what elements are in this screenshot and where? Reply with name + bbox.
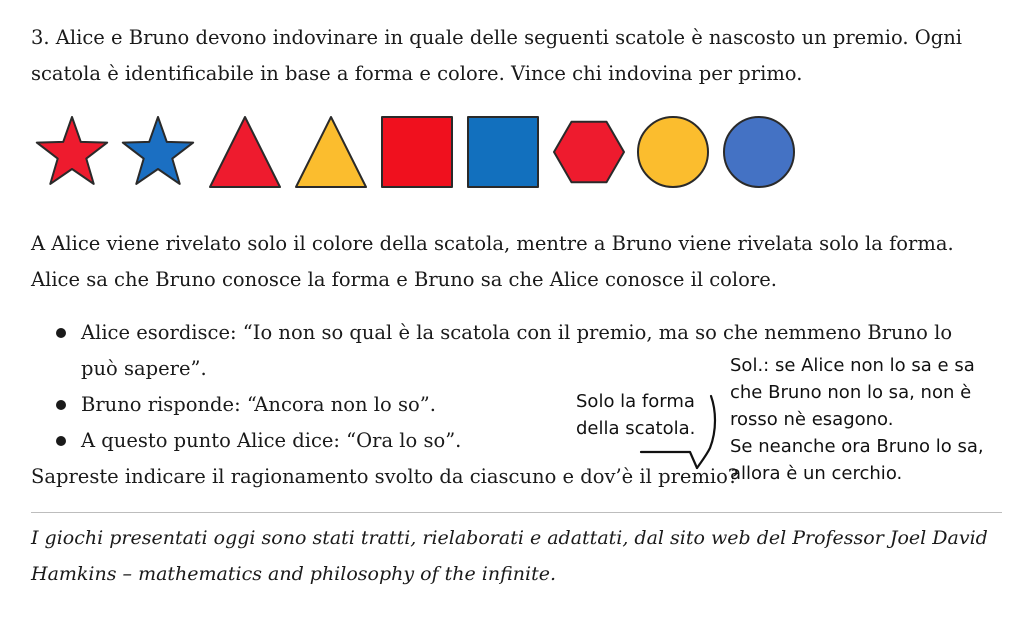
handwritten-line: Solo la forma [576, 391, 695, 412]
problem-rules: A Alice viene rivelato solo il colore della scatola, mentre a Bruno viene rivelata solo la forma. Alice sa che Bruno conosce la forma e Bruno sa che Alice conosce il colore. [31, 232, 954, 291]
problem-intro: 3. Alice e Bruno devono indovinare in quale delle seguenti scatole è nascosto un premio. Ogni scatola è identificabile in base a forma e colore. Vince chi indovina per primo. [31, 26, 963, 85]
handwritten-solution [730, 352, 984, 487]
statement-alice-2: A questo punto Alice dice: “Ora lo so”. [81, 429, 462, 452]
credits-note: I giochi presentati oggi sono stati tratti, rielaborati e adattati, dal sito web del Professor Joel David Hamkins – mathematics and philosophy of the infinite. [31, 527, 988, 585]
problem-question: Sapreste indicare il ragionamento svolto da ciascuno e dov’è il premio? [31, 465, 739, 488]
divider [31, 512, 1002, 513]
handwritten-line: rosso nè esagono. [730, 409, 894, 430]
handwritten-line: della scatola. [576, 418, 696, 439]
statement-bruno: Bruno risponde: “Ancora non lo so”. [81, 393, 436, 416]
handwritten-line: allora è un cerchio. [730, 463, 903, 484]
handwritten-line: che Bruno non lo sa, non è [730, 382, 972, 403]
handwritten-line: Se neanche ora Bruno lo sa, [730, 436, 984, 457]
handwritten-line: Sol.: se Alice non lo sa e sa [730, 355, 975, 376]
statement-alice-1: Alice esordisce: “Io non so qual è la scatola con il premio, ma so che nemmeno Bruno lo può sapere”. [81, 321, 953, 380]
